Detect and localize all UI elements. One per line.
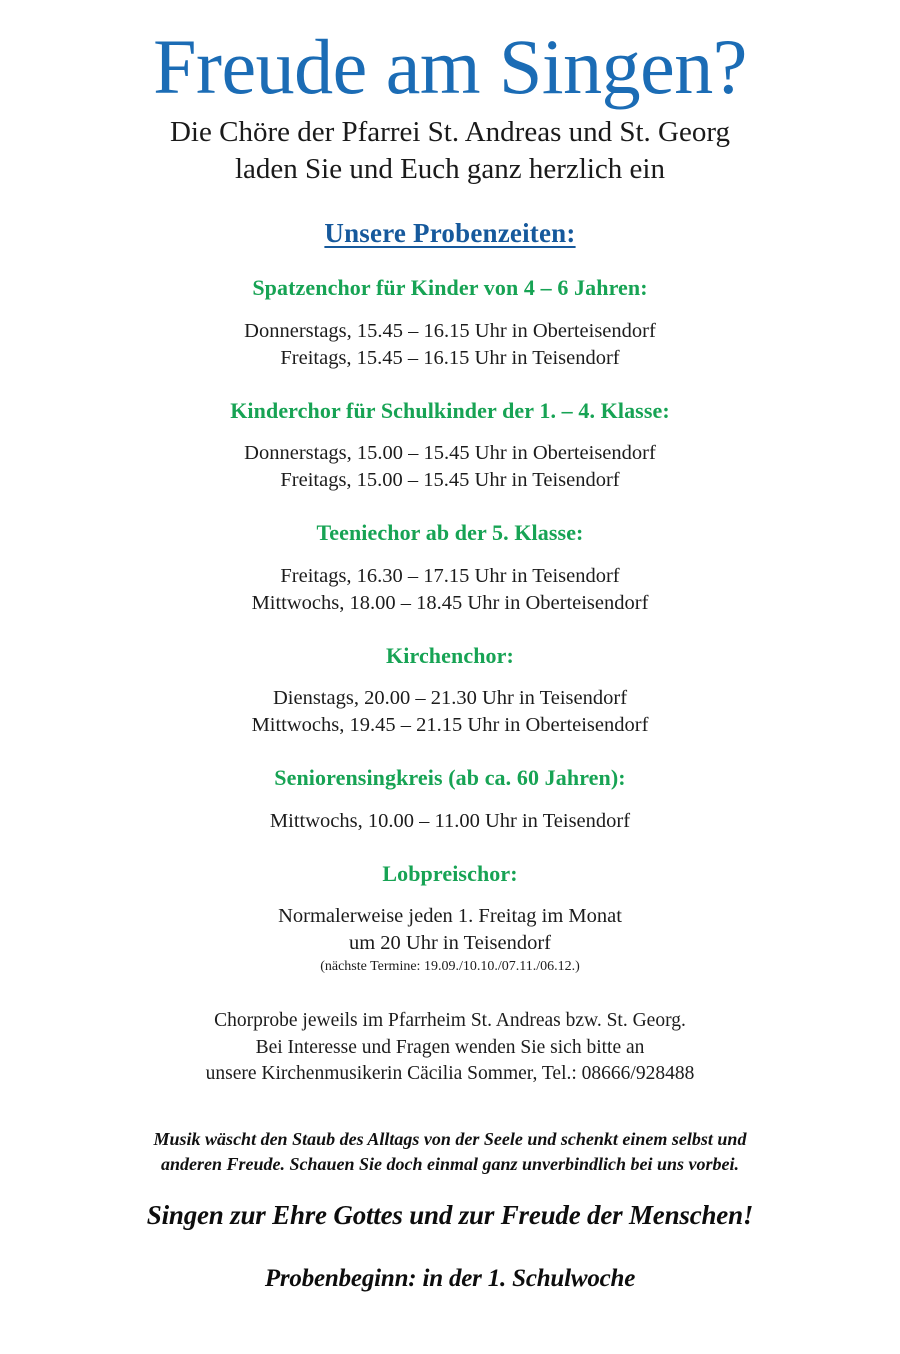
choir-time-line: um 20 Uhr in Teisendorf bbox=[348, 932, 552, 955]
choir-time-line: Mittwochs, 19.45 – 21.15 Uhr in Oberteisendorf bbox=[251, 714, 649, 737]
choir-times bbox=[60, 563, 840, 617]
choir-times bbox=[60, 318, 840, 372]
choir-time-line: Freitags, 16.30 – 17.15 Uhr in Teisendorf bbox=[280, 564, 620, 587]
choir-times bbox=[60, 685, 840, 739]
choir-time-line: Donnerstags, 15.45 – 16.15 Uhr in Oberteisendorf bbox=[244, 319, 656, 342]
section-heading-rehearsal-times: Unsere Probenzeiten: bbox=[324, 218, 576, 249]
choir-name: Teeniechor ab der 5. Klasse: bbox=[316, 520, 584, 546]
choir-time-line: Normalerweise jeden 1. Freitag im Monat bbox=[278, 904, 622, 927]
subtitle-line-1: Die Chöre der Pfarrei St. Andreas und St. Georg bbox=[169, 116, 731, 148]
contact-line-venue: Chorprobe jeweils im Pfarrheim St. Andreas bzw. St. Georg. bbox=[214, 1010, 686, 1032]
choir-time-line: Freitags, 15.00 – 15.45 Uhr in Teisendorf bbox=[280, 469, 620, 492]
choir-time-line: Donnerstags, 15.00 – 15.45 Uhr in Oberteisendorf bbox=[244, 442, 656, 465]
choir-time-line: Freitags, 15.45 – 16.15 Uhr in Teisendorf bbox=[280, 346, 620, 369]
rehearsal-start-note: Probenbeginn: in der 1. Schulwoche bbox=[264, 1264, 636, 1292]
choir-block bbox=[60, 643, 840, 739]
quote-block bbox=[60, 1127, 840, 1177]
choir-name: Lobpreischor: bbox=[382, 860, 518, 886]
subtitle-line-2: laden Sie und Euch ganz herzlich ein bbox=[234, 153, 665, 186]
choir-name: Kirchenchor: bbox=[386, 642, 514, 668]
choir-name: Kinderchor für Schulkinder der 1. – 4. Klasse: bbox=[230, 397, 670, 423]
contact-line-invite: Bei Interesse und Fragen wenden Sie sich bitte an bbox=[255, 1036, 645, 1058]
quote-line-1: Musik wäscht den Staub des Alltags von der Seele und schenkt einem selbst und bbox=[153, 1129, 747, 1150]
contact-line-phone: unsere Kirchenmusikerin Cäcilia Sommer, Tel.: 08666/928488 bbox=[205, 1062, 695, 1084]
choir-times bbox=[60, 903, 840, 957]
choir-name: Seniorensingkreis (ab ca. 60 Jahren): bbox=[274, 765, 626, 791]
choir-block bbox=[60, 765, 840, 834]
choir-upcoming-dates: (nächste Termine: 19.09./10.10./07.11./06.12.) bbox=[320, 959, 580, 975]
choir-block bbox=[60, 275, 840, 371]
contact-block bbox=[60, 1008, 840, 1087]
subtitle bbox=[60, 114, 840, 188]
quote-line-2: anderen Freude. Schauen Sie doch einmal ganz unverbindlich bei uns vorbei. bbox=[160, 1154, 740, 1175]
choir-block bbox=[60, 861, 840, 977]
choir-block bbox=[60, 520, 840, 616]
page-title: Freude am Singen? bbox=[153, 23, 747, 110]
closing-slogan: Singen zur Ehre Gottes und zur Freude der Menschen! bbox=[146, 1199, 754, 1230]
choir-time-line: Mittwochs, 10.00 – 11.00 Uhr in Teisendorf bbox=[269, 809, 631, 832]
choir-times bbox=[60, 440, 840, 494]
choir-name: Spatzenchor für Kinder von 4 – 6 Jahren: bbox=[252, 275, 648, 301]
choir-time-line: Mittwochs, 18.00 – 18.45 Uhr in Oberteisendorf bbox=[251, 591, 649, 614]
choir-time-line: Dienstags, 20.00 – 21.30 Uhr in Teisendorf bbox=[272, 687, 628, 710]
choir-times bbox=[60, 808, 840, 835]
choir-block bbox=[60, 398, 840, 494]
